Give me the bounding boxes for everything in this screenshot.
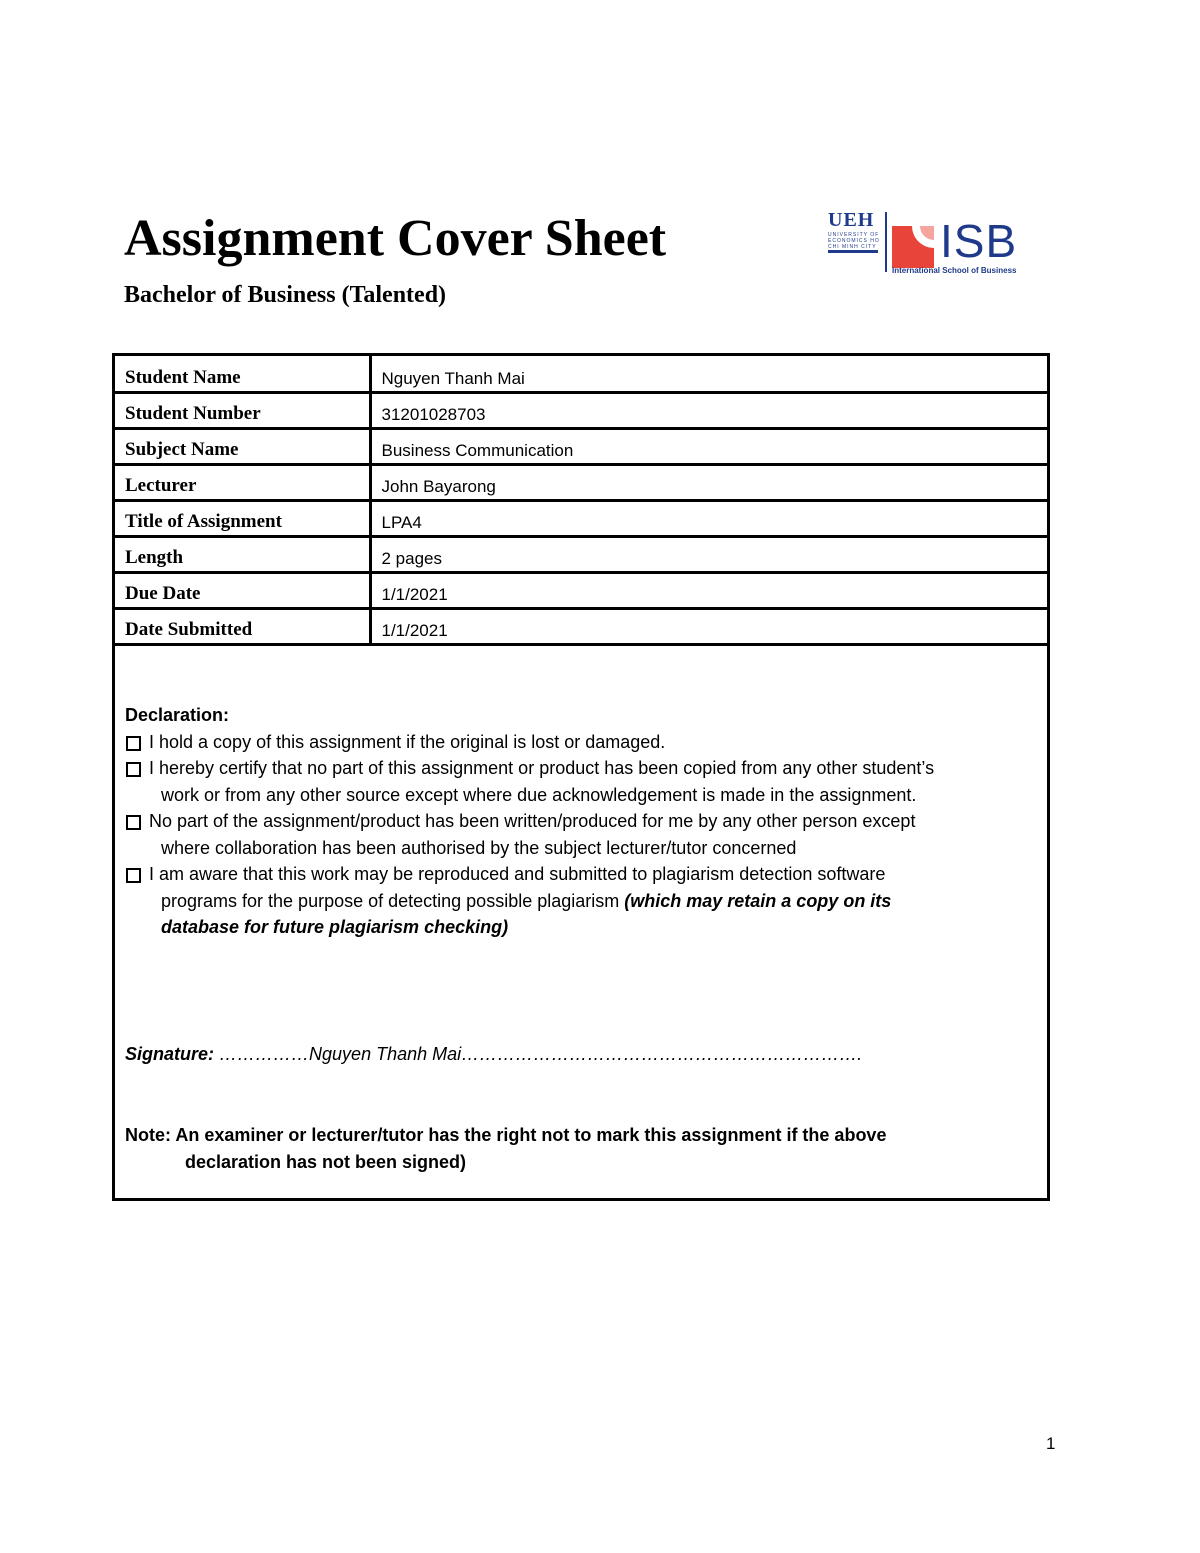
field-label: Title of Assignment: [115, 500, 370, 536]
signature-value: ……………Nguyen Thanh Mai………………………………………………………….: [219, 1044, 863, 1064]
field-label: Subject Name: [115, 428, 370, 464]
isb-logo-subtext: International School of Business: [892, 266, 1017, 275]
field-label: Student Name: [115, 356, 370, 392]
declaration-emphasis: (which may retain a copy on its: [624, 890, 892, 911]
declaration-text-line: [149, 888, 1035, 915]
logo-divider: [885, 212, 887, 272]
field-value: Nguyen Thanh Mai: [370, 356, 1047, 392]
student-info-table: [115, 356, 1047, 646]
field-label: Student Number: [115, 392, 370, 428]
field-label: Due Date: [115, 572, 370, 608]
note-section: [125, 1122, 1025, 1176]
declaration-text: I hereby certify that no part of this assignment or product has been copied from any other student’s: [149, 758, 935, 778]
table-row: [115, 464, 1047, 500]
table-row: [115, 500, 1047, 536]
ueh-logo-subtext: UNIVERSITY OF ECONOMICS HO CHI MINH CITY: [828, 232, 880, 250]
field-label: Lecturer: [115, 464, 370, 500]
table-row: [115, 572, 1047, 608]
declaration-text: No part of the assignment/product has been written/produced for me by any other person except: [149, 811, 916, 831]
note-text: Note: An examiner or lecturer/tutor has the right not to mark this assignment if the above: [125, 1125, 887, 1145]
table-row: [115, 428, 1047, 464]
declaration-section: [125, 702, 1035, 941]
cover-sheet-form: [112, 353, 1050, 1201]
field-value: John Bayarong: [370, 464, 1047, 500]
page-title: Assignment Cover Sheet: [124, 210, 667, 267]
table-row: [115, 608, 1047, 644]
declaration-text: programs for the purpose of detecting possible plagiarism: [161, 890, 625, 911]
declaration-text: work or from any other source except where due acknowledgement is made in the assignment.: [161, 784, 917, 805]
declaration-emphasis: database for future plagiarism checking): [161, 917, 509, 937]
declaration-item: [125, 729, 1035, 756]
field-value: Business Communication: [370, 428, 1047, 464]
checkbox-icon[interactable]: [126, 736, 141, 751]
checkbox-icon[interactable]: [126, 868, 141, 883]
field-value: 1/1/2021: [370, 608, 1047, 644]
declaration-text: I hold a copy of this assignment if the original is lost or damaged.: [149, 731, 666, 752]
table-row: [115, 392, 1047, 428]
page-subtitle: Bachelor of Business (Talented): [124, 282, 447, 308]
page-number: 1: [1046, 1434, 1056, 1453]
ueh-isb-logo: [828, 210, 1038, 276]
declaration-text: where collaboration has been authorised by the subject lecturer/tutor concerned: [161, 837, 797, 858]
field-label: Length: [115, 536, 370, 572]
note-text: declaration has not been signed): [185, 1152, 467, 1172]
declaration-text: I am aware that this work may be reproduced and submitted to plagiarism detection software: [149, 864, 886, 884]
declaration-heading: Declaration:: [125, 705, 230, 725]
isb-logo-text: ISB: [940, 215, 1018, 267]
signature-label: Signature:: [125, 1044, 215, 1064]
declaration-item: [125, 808, 1035, 861]
declaration-item: [125, 755, 1035, 808]
signature-line: [125, 1044, 862, 1065]
declaration-item: [125, 861, 1035, 941]
field-value: 31201028703: [370, 392, 1047, 428]
table-row: [115, 356, 1047, 392]
field-value: 2 pages: [370, 536, 1047, 572]
field-label: Date Submitted: [115, 608, 370, 644]
checkbox-icon[interactable]: [126, 762, 141, 777]
isb-mark-icon: [892, 226, 934, 268]
ueh-logo-bar: [828, 250, 878, 253]
field-value: 1/1/2021: [370, 572, 1047, 608]
ueh-logo-text: UEH: [828, 209, 875, 231]
table-row: [115, 536, 1047, 572]
checkbox-icon[interactable]: [126, 815, 141, 830]
field-value: LPA4: [370, 500, 1047, 536]
